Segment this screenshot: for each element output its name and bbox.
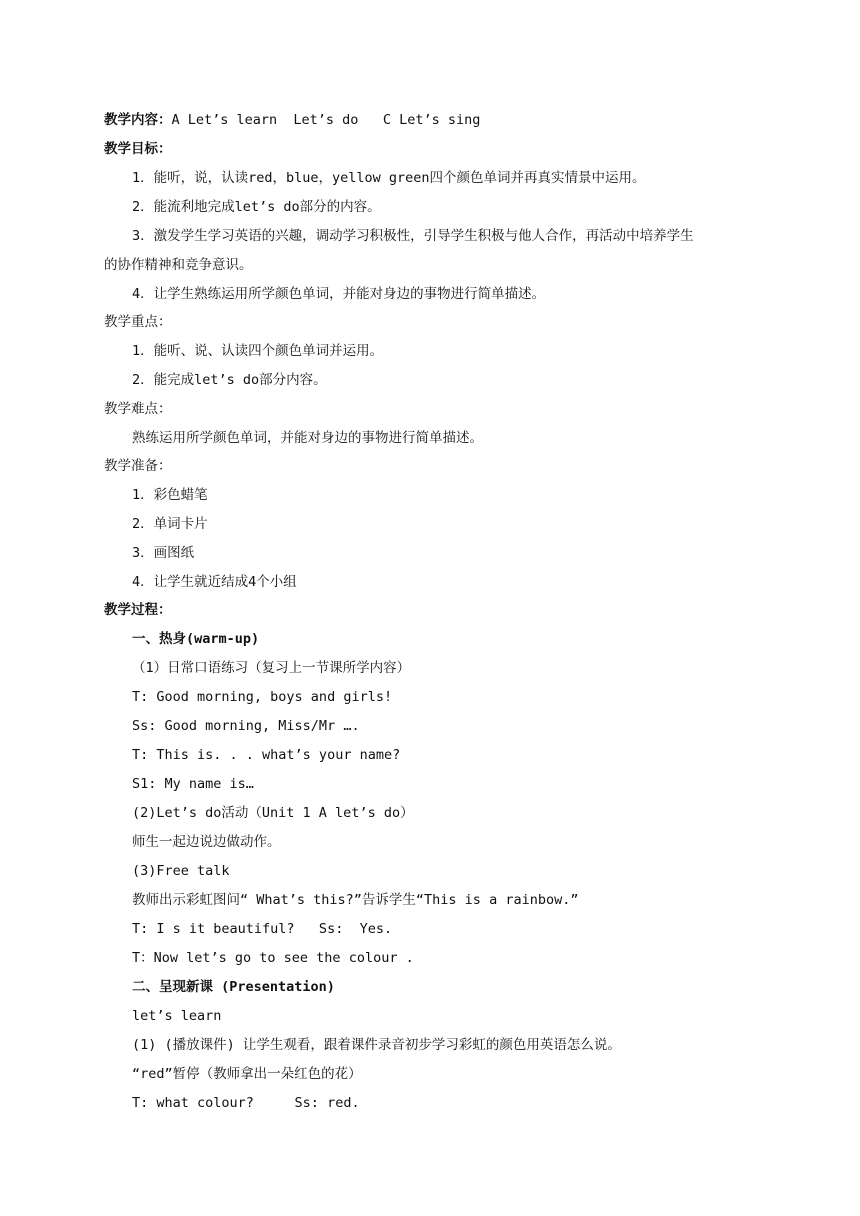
goal-item-3-continuation: 的协作精神和竞争意识。 <box>104 257 253 273</box>
goal-item-2: 2．能流利地完成let’s do部分的内容。 <box>132 199 381 215</box>
section-1-line-5: S1: My name is… <box>132 776 254 792</box>
goal-item-3: 3．激发学生学习英语的兴趣，调动学习积极性，引导学生积极与他人合作，再活动中培养学生 <box>132 228 694 244</box>
goal-item-4: 4．让学生熟练运用所学颜色单词，并能对身边的事物进行简单描述。 <box>132 286 546 302</box>
key-points-label: 教学重点： <box>104 314 172 330</box>
section-1-line-4: T: This is. . . what’s your name? <box>132 747 401 763</box>
preparation-label: 教学准备： <box>104 458 172 474</box>
section-1-line-7: 师生一起边说边做动作。 <box>132 834 281 850</box>
section-2-line-3: “red”暂停（教师拿出一朵红色的花） <box>132 1066 362 1082</box>
section-1-title: 一、热身(warm-up) <box>132 631 260 647</box>
section-2-line-4: T: what colour? Ss: red. <box>132 1095 360 1111</box>
section-1-line-3: Ss: Good morning, Miss/Mr …. <box>132 718 360 734</box>
difficulties-label: 教学难点： <box>104 401 172 417</box>
key-point-item-1: 1．能听、说、认读四个颜色单词并运用。 <box>132 343 384 359</box>
preparation-item-2: 2．单词卡片 <box>132 516 208 532</box>
goal-item-1: 1．能听，说，认读red，blue，yellow green四个颜色单词并再真实情景中运用。 <box>132 170 646 186</box>
section-1-line-1: （1）日常口语练习（复习上一节课所学内容） <box>132 660 411 676</box>
preparation-item-4: 4．让学生就近结成4个小组 <box>132 574 297 590</box>
preparation-item-3: 3．画图纸 <box>132 545 195 561</box>
process-label: 教学过程： <box>104 602 172 618</box>
difficulty-item-1: 熟练运用所学颜色单词，并能对身边的事物进行简单描述。 <box>132 430 483 446</box>
key-point-item-2: 2．能完成let’s do部分内容。 <box>132 372 327 388</box>
preparation-item-1: 1．彩色蜡笔 <box>132 487 208 503</box>
teaching-content-text: A Let’s learn Let’s do C Let’s sing <box>171 112 481 128</box>
teaching-content-line <box>104 110 480 130</box>
section-2-line-1: let’s learn <box>132 1008 222 1024</box>
section-1-line-11: T：Now let’s go to see the colour . <box>132 950 414 966</box>
section-1-line-6: (2)Let’s do活动（Unit 1 A let’s do） <box>132 805 414 821</box>
teaching-content-label: 教学内容： <box>104 112 172 128</box>
section-2-title: 二、呈现新课 (Presentation) <box>132 979 335 995</box>
section-1-line-10: T: I s it beautiful? Ss: Yes. <box>132 921 393 937</box>
teaching-goals-label: 教学目标： <box>104 141 172 157</box>
section-1-line-2: T: Good morning, boys and girls! <box>132 689 393 705</box>
section-1-line-9: 教师出示彩虹图问“ What’s this?”告诉学生“This is a rainbow.” <box>132 892 579 908</box>
section-1-line-8: (3)Free talk <box>132 863 230 879</box>
section-2-line-2: (1) (播放课件) 让学生观看，跟着课件录音初步学习彩虹的颜色用英语怎么说。 <box>132 1037 621 1053</box>
